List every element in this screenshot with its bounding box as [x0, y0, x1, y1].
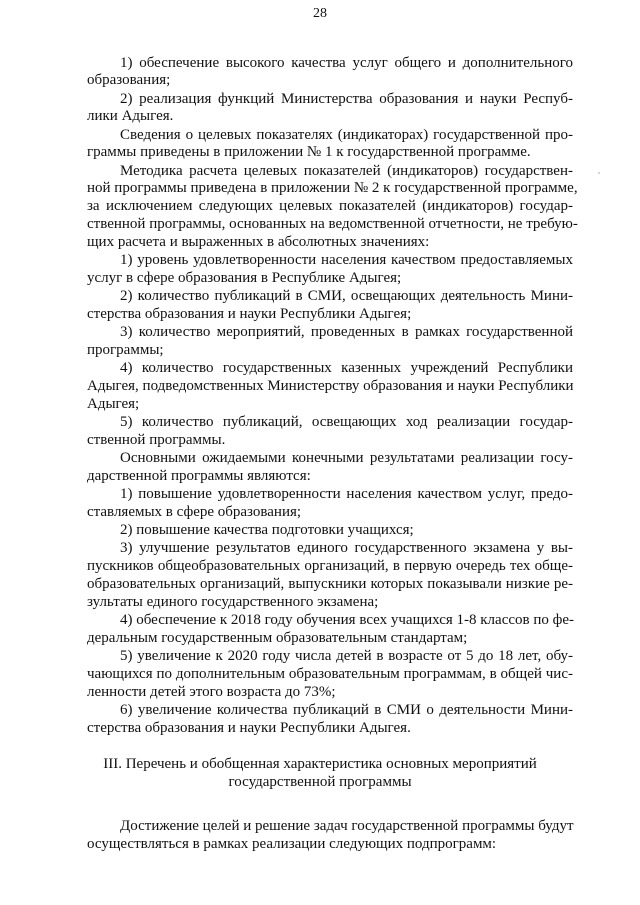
text-line: стерства образования и науки Республики Адыгея.: [87, 720, 411, 736]
text-line: 2) реализация функций Министерства образования и науки Респуб-: [120, 91, 573, 107]
text-line: зультаты единого государственного экзамена;: [87, 594, 379, 610]
text-line: ставляемых в сфере образования;: [87, 504, 302, 520]
text-line: Основными ожидаемыми конечными результатами реализации госу-: [120, 450, 573, 466]
text-line: осуществляться в рамках реализации следующих подпрограмм:: [87, 836, 497, 852]
text-line: 4) количество государственных казенных учреждений Республики: [120, 360, 573, 376]
text-line: ной программы приведена в приложении № 2 к государственной программе,: [87, 180, 578, 196]
section-heading: государственной программы: [228, 774, 412, 790]
text-line: Методика расчета целевых показателей (индикаторов) государствен-: [120, 163, 573, 179]
section-heading: III. Перечень и обобщенная характеристика основных мероприятий: [103, 756, 537, 772]
text-line: ственной программы, основанных на ведомственной отчетности, не требую-: [87, 216, 578, 232]
text-line: ственной программы.: [87, 432, 226, 448]
text-line: услуг в сфере образования в Республике Адыгея;: [87, 270, 402, 286]
text-line: стерства образования и науки Республики Адыгея;: [87, 306, 412, 322]
text-line: 6) увеличение количества публикаций в СМИ о деятельности Мини-: [120, 702, 573, 718]
text-line: 1) обеспечение высокого качества услуг общего и дополнительного: [120, 55, 573, 71]
text-line: программы;: [87, 342, 164, 358]
text-line: за исключением следующих целевых показателей (индикаторов) государ-: [87, 198, 573, 214]
text-line: 5) количество публикаций, освещающих ход реализации государ-: [120, 414, 573, 430]
text-line: 3) улучшение результатов единого государственного экзамена у вы-: [120, 540, 573, 556]
text-line: 4) обеспечение к 2018 году обучения всех учащихся 1-8 классов по фе-: [120, 612, 574, 628]
text-line: образования;: [87, 72, 171, 88]
text-line: пускников общеобразовательных организаций, в первую очередь тех обще-: [87, 558, 573, 574]
text-line: Адыгея, подведомственных Министерству образования и науки Республики: [87, 378, 574, 394]
text-line: дарственной программы являются:: [87, 468, 311, 484]
page-number: 28: [313, 6, 327, 21]
text-line: щих расчета и выраженных в абсолютных значениях:: [87, 234, 430, 250]
text-line: чающихся по дополнительным образовательным программам, в общей чис-: [87, 666, 573, 682]
text-line: Адыгея;: [87, 396, 140, 412]
text-line: 2) повышение качества подготовки учащихся;: [120, 522, 414, 538]
text-line: ленности детей этого возраста до 73%;: [87, 684, 336, 700]
text-line: 2) количество публикаций в СМИ, освещающих деятельность Мини-: [120, 288, 573, 304]
text-line: лики Адыгея.: [87, 108, 174, 124]
text-line: 3) количество мероприятий, проведенных в рамках государственной: [120, 324, 573, 340]
text-line: образовательных организаций, выпускники которых показывали низкие ре-: [87, 576, 573, 592]
text-line: Достижение целей и решение задач государственной программы будут: [120, 818, 574, 834]
text-line: граммы приведены в приложении № 1 к государственной программе.: [87, 144, 531, 160]
text-line: 1) повышение удовлетворенности населения качеством услуг, предо-: [120, 486, 573, 502]
scan-speck: [598, 172, 600, 174]
text-line: Сведения о целевых показателях (индикаторах) государственной про-: [120, 127, 573, 143]
text-line: деральным государственным образовательным стандартам;: [87, 630, 468, 646]
text-line: 1) уровень удовлетворенности населения качеством предоставляемых: [120, 252, 573, 268]
text-line: 5) увеличение к 2020 году числа детей в возрасте от 5 до 18 лет, обу-: [120, 648, 573, 664]
